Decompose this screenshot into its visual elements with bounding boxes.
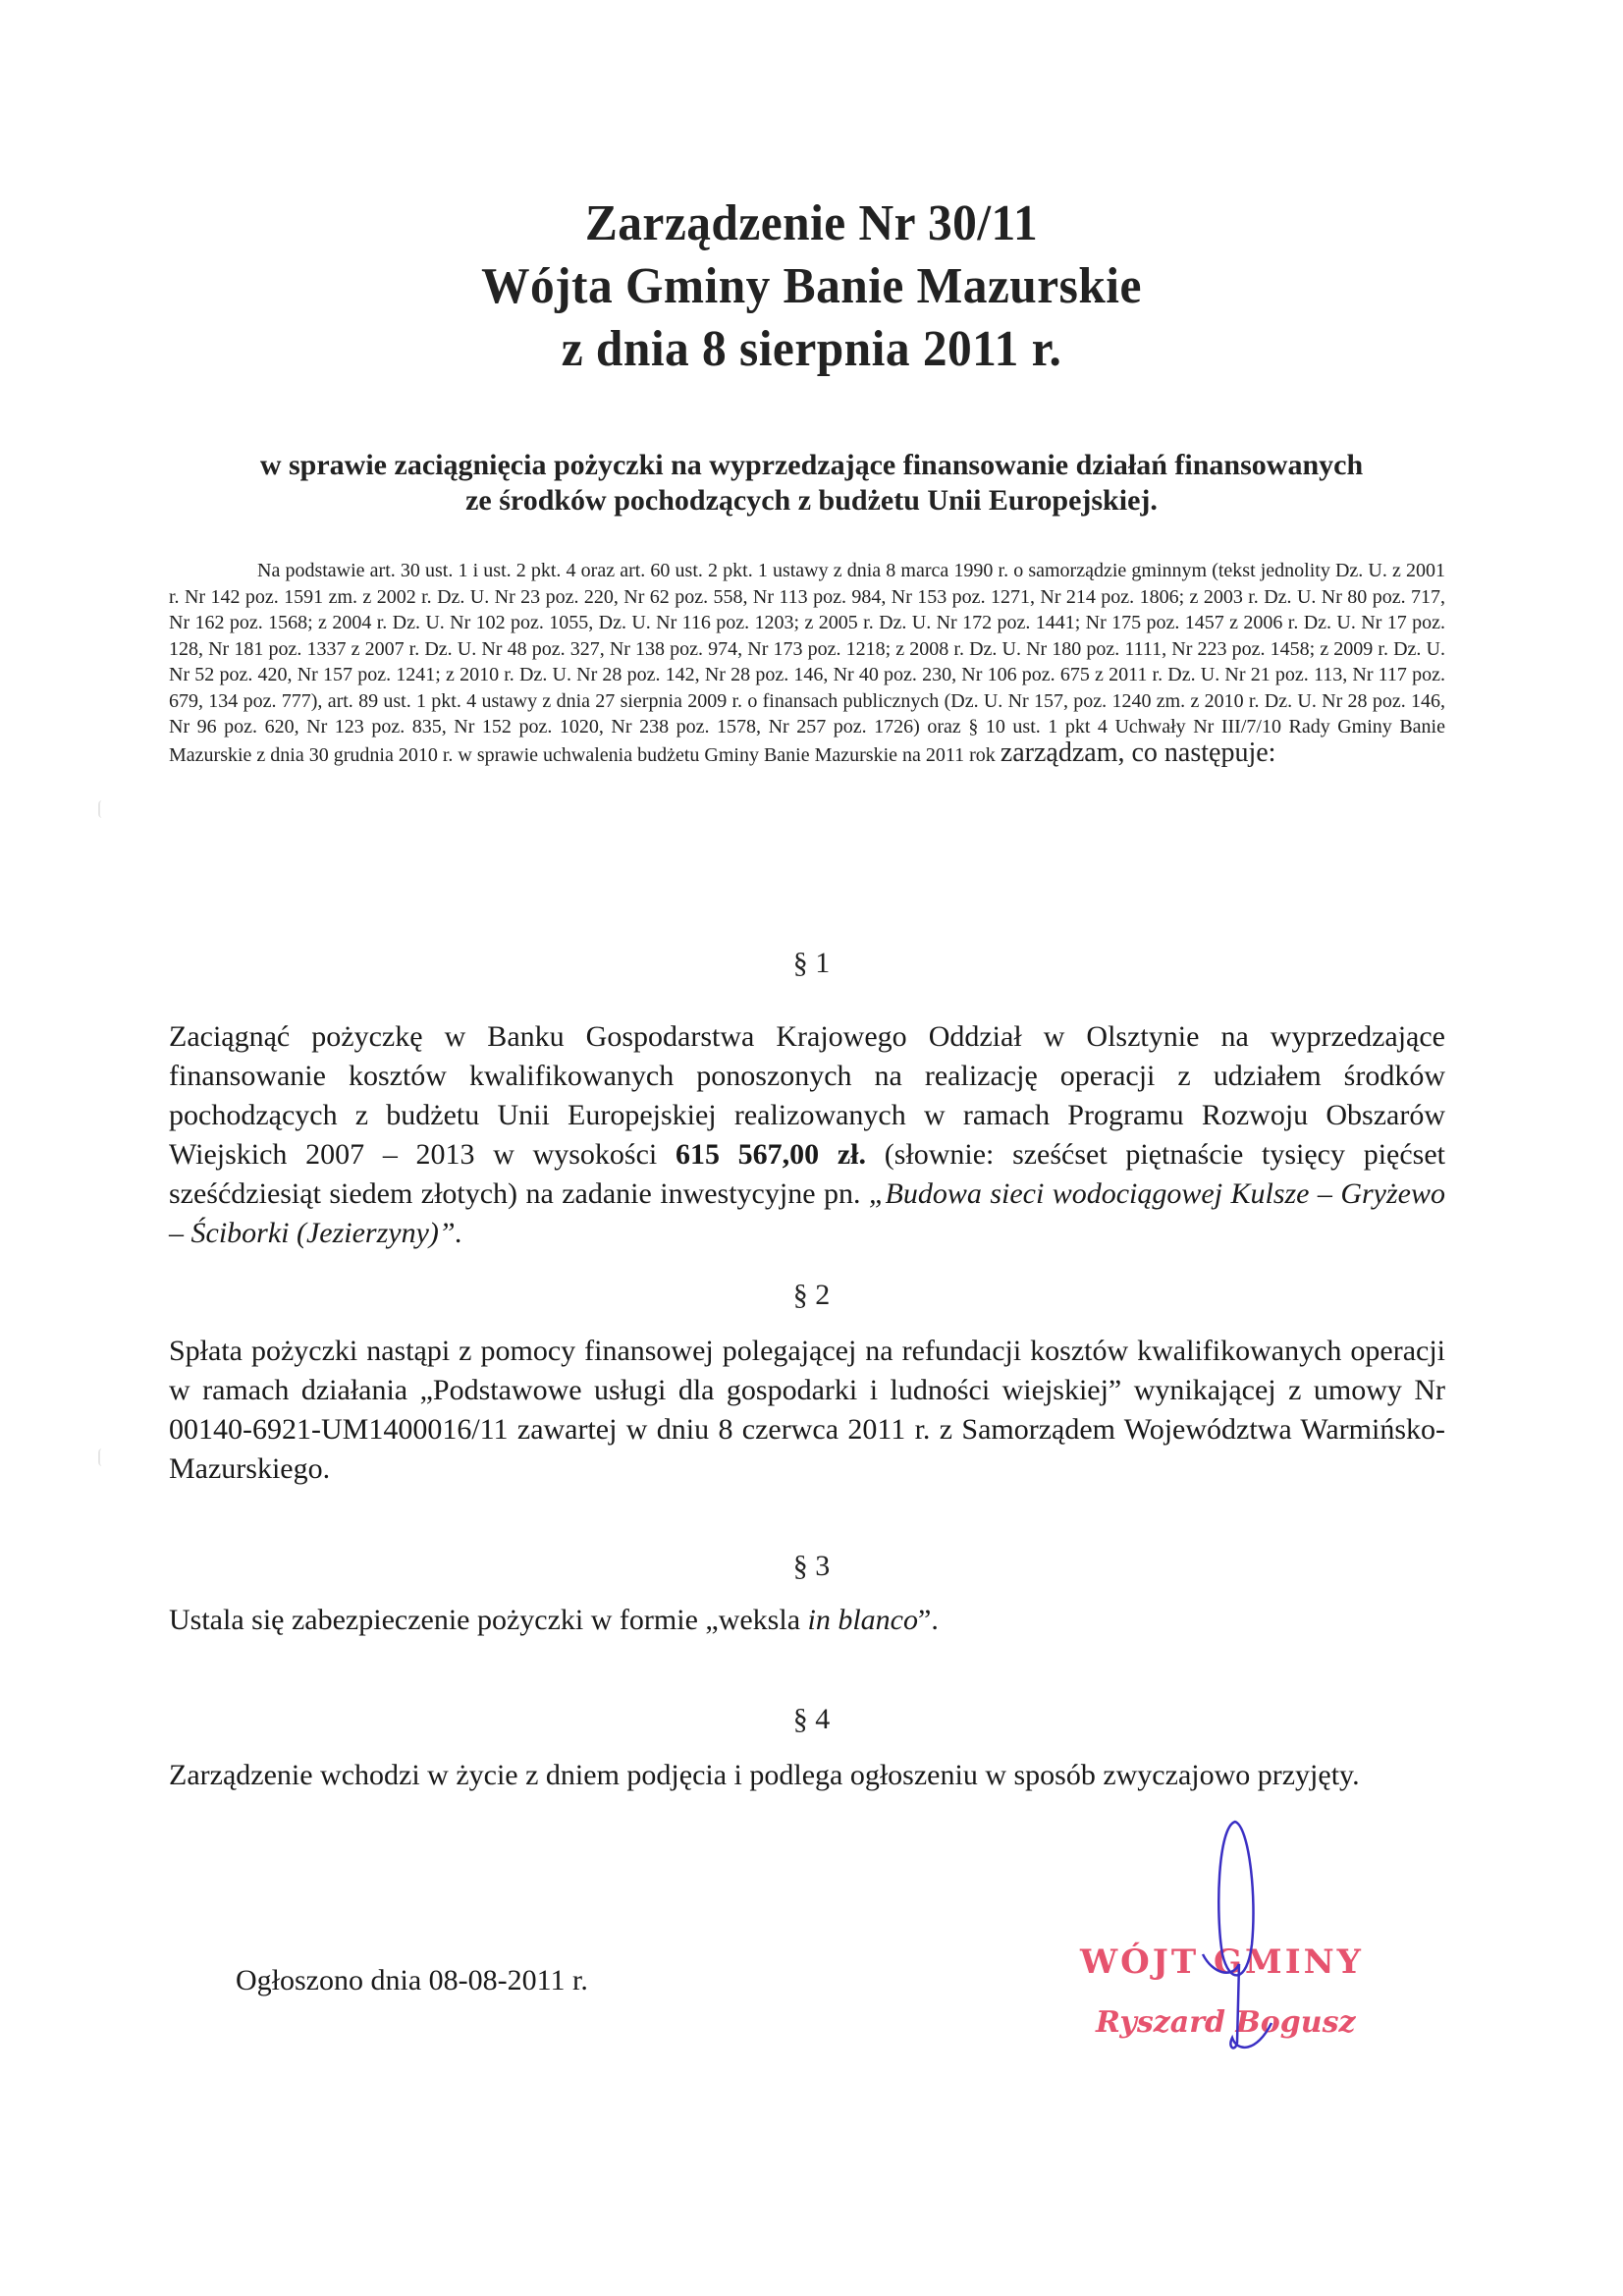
title-line-issuer: Wójta Gminy Banie Mazurskie [481,258,1142,314]
scan-artifact [98,1449,106,1466]
subject-line-2: ze środków pochodzących z budżetu Unii Europejskiej. [465,484,1158,517]
document-title [0,192,1623,381]
decree-phrase: zarządzam, co następuje: [1000,737,1276,768]
loan-amount: 615 567,00 zł. [675,1138,867,1171]
signature-loop [1218,1822,1253,1975]
handwritten-signature [1178,1817,1296,2072]
section-3-text: Ustala się zabezpieczenie pożyczki w formie „weksla [169,1604,808,1636]
stamp-name: Ryszard Bogusz [1096,2005,1356,2040]
section-3-body [169,1601,1445,1640]
subject-line-1: w sprawie zaciągnięcia pożyczki na wyprzedzające finansowanie działań finansowanych [259,449,1364,481]
section-1-text: Zaciągnąć pożyczkę w Banku Gospodarstwa Krajowego Oddział w Olsztynie na wyprzedzające finansowanie kosztów kwalifikowanych ponoszonych na realizację operacji z udziałem środków pochodzących z budżetu Unii Europejskiej realizowanych w ramach Programu Rozwoju Obszarów Wiejskich 2007 – 2013 w wysokości [169,1020,1445,1171]
section-1-body [169,1017,1445,1253]
section-2-body: Spłata pożyczki nastąpi z pomocy finansowej polegającej na refundacji kosztów kwalifikowanych operacji w ramach działania „Podstawowe usługi dla gospodarki i ludności wiejskiej” wynikającej z umowy Nr 00140-6921-UM1400016/11 zawartej w dniu 8 czerwca 2011 r. z Samorządem Województwa Warmińsko-Mazurskiego. [169,1335,1445,1485]
legal-basis-text: Na podstawie art. 30 ust. 1 i ust. 2 pkt. 4 oraz art. 60 ust. 2 pkt. 1 ustawy z dnia 8 marca 1990 r. o samorządzie gminnym (tekst jednolity Dz. U. z 2001 r. Nr 142 poz. 1591 zm. z 2002 r. Dz. U. Nr 23 poz. 220, Nr 62 poz. 558, Nr 113 poz. 984, Nr 153 poz. 1271, Nr 214 poz. 1806; z 2003 r. Dz. U. Nr 80 poz. 717, Nr 162 poz. 1568; z 2004 r. Dz. U. Nr 102 poz. 1055, Dz. U. Nr 116 poz. 1203; z 2005 r. Dz. U. Nr 172 poz. 1441; Nr 175 poz. 1457 z 2006 r. Dz. U. Nr 17 poz. 128, Nr 181 poz. 1337 z 2007 r. Dz. U. Nr 48 poz. 327, Nr 138 poz. 974, Nr 173 poz. 1218; z 2008 r. Dz. U. Nr 180 poz. 1111, Nr 223 poz. 1458; z 2009 r. Dz. U. Nr 52 poz. 420, Nr 157 poz. 1241; z 2010 r. Dz. U. Nr 28 poz. 142, Nr 28 poz. 146, Nr 40 poz. 230, Nr 106 poz. 675 z 2011 r. Dz. U. Nr 21 poz. 113, Nr 117 poz. 679, 134 poz. 777), art. 89 ust. 1 pkt. 4 ustawy z dnia 27 sierpnia 2009 r. o finansach publicznych (Dz. U. Nr 157, poz. 1240 zm. z 2010 r. Dz. U. Nr 28 poz. 146, Nr 96 poz. 620, Nr 123 poz. 835, Nr 152 poz. 1020, Nr 238 poz. 1578, Nr 257 poz. 1726) oraz § 10 ust. 1 pkt 4 Uchwały Nr III/7/10 Rady Gminy Banie Mazurskie z dnia 30 grudnia 2010 r. w sprawie uchwalenia budżetu Gminy Banie Mazurskie na 2011 rok [169,560,1445,766]
signature-stroke [1203,1954,1271,2048]
legal-basis [169,558,1445,768]
stamp-title: WÓJT GMINY [1080,1942,1364,1982]
document-subject [128,448,1495,519]
scan-artifact [98,800,106,818]
section-3-closing: ”. [918,1604,939,1636]
section-sign-3: § 3 [792,1550,831,1582]
project-name: „Budowa sieci wodociągowej Kulsze – Gryżewo – Ściborki (Jezierzyny)”. [169,1177,1445,1249]
section-1-text-continued: (słownie: sześćset piętnaście tysięcy pięćset sześćdziesiąt siedem złotych) na zadanie inwestycyjne pn. [169,1138,1445,1210]
section-4-body: Zarządzenie wchodzi w życie z dniem podjęcia i podlega ogłoszeniu w sposób zwyczajowo przyjęty. [169,1759,1360,1791]
section-sign-2: § 2 [792,1279,831,1311]
title-line-date: z dnia 8 sierpnia 2011 r. [561,321,1062,377]
title-line-decree-number: Zarządzenie Nr 30/11 [584,195,1039,251]
section-sign-4: § 4 [792,1703,831,1735]
in-blanco: in blanco [807,1604,919,1636]
section-sign-1: § 1 [792,947,831,979]
announcement-date: Ogłoszono dnia 08-08-2011 r. [236,1964,588,1996]
